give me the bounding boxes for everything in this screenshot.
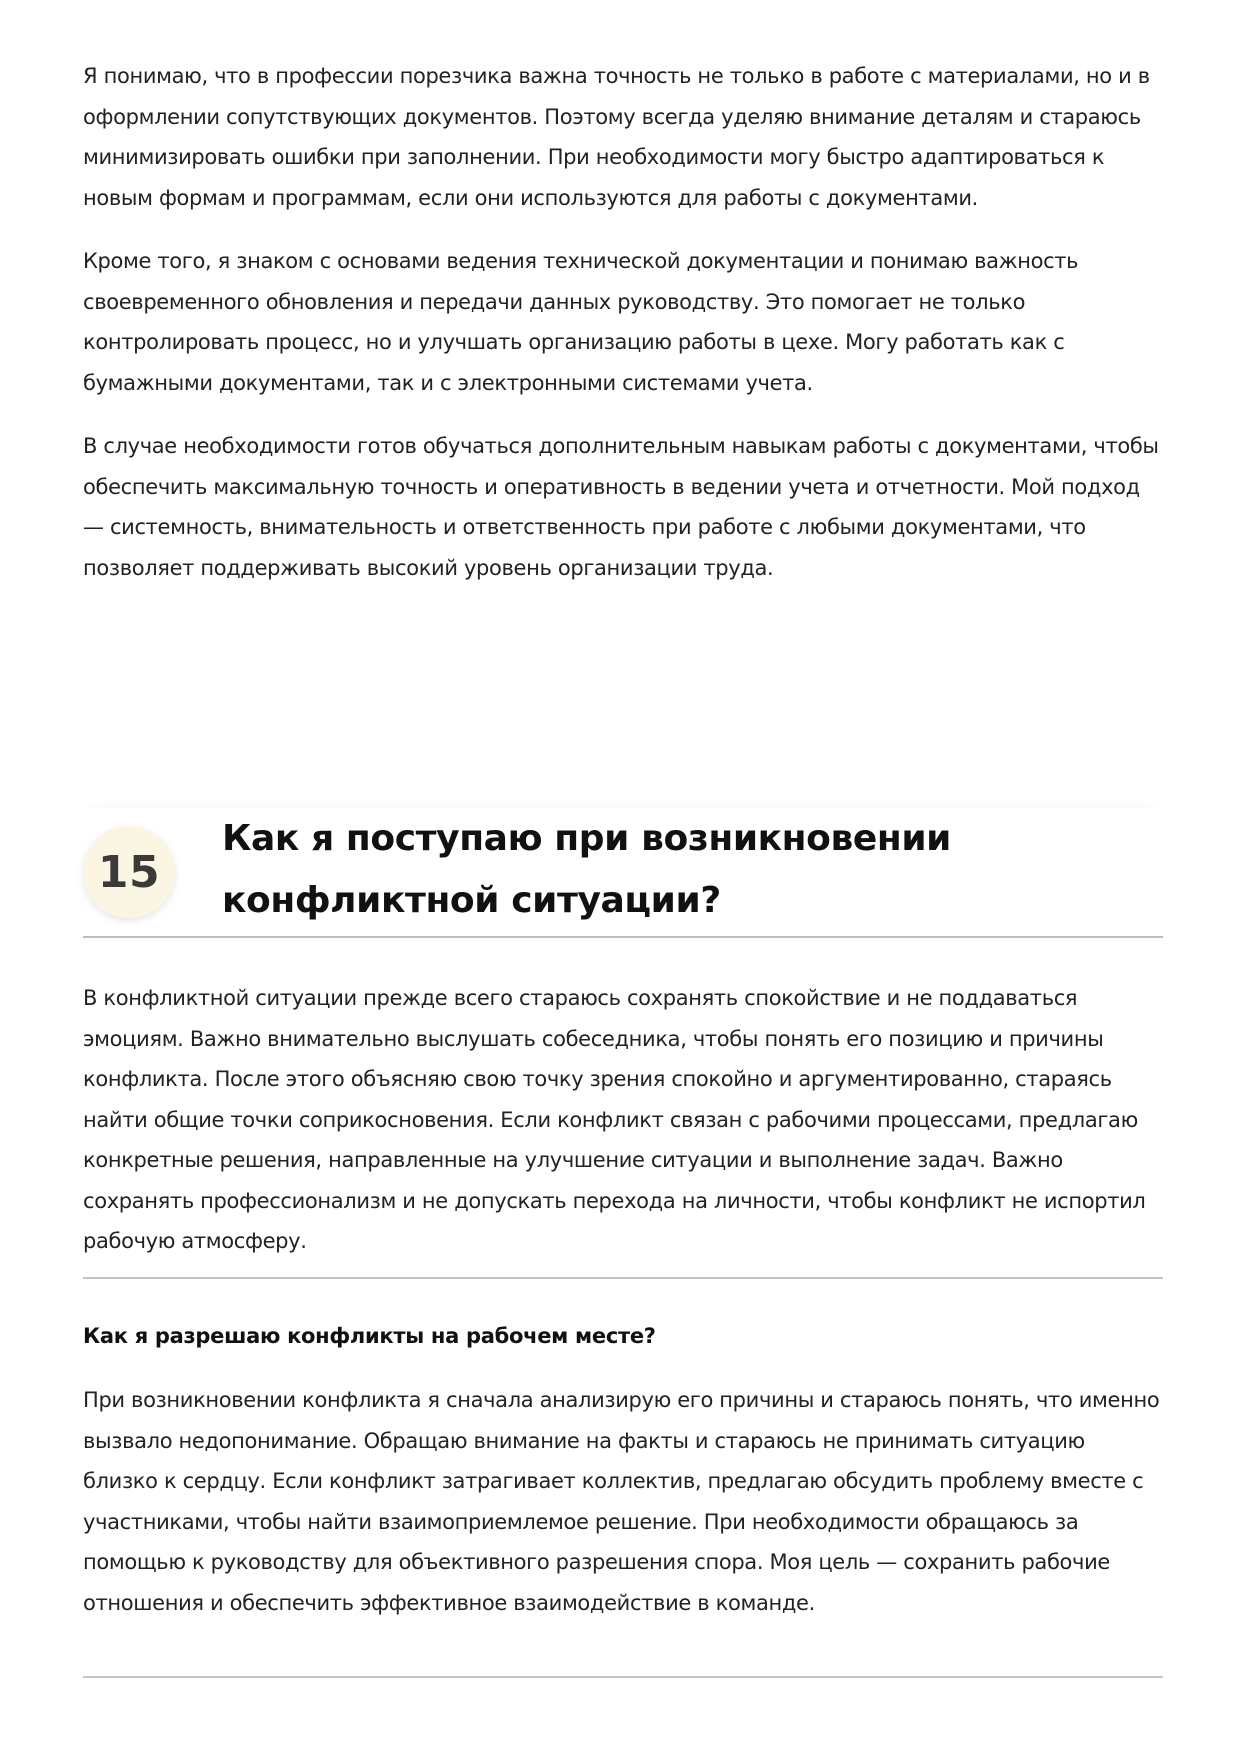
intro-paragraph-2: Кроме того, я знаком с основами ведения технической документации и понимаю важность своевременного обновления и передачи данных руководству. Это помогает не только контролировать процесс, но и улучшать организацию работы в цехе. Могу работать как с бумажными документами, так и с электронными системами учета. [83, 249, 1079, 395]
question-title: Как я поступаю при возникновении конфликтной ситуации? [222, 818, 951, 921]
sub-question-title: Как я разрешаю конфликты на рабочем месте? [83, 1324, 656, 1348]
sub-answer-divider [83, 1676, 1163, 1678]
intro-section [83, 56, 1163, 611]
sub-question-answer [83, 1380, 1163, 1646]
question-answer [83, 978, 1163, 1285]
intro-paragraph-1: Я понимаю, что в профессии порезчика важна точность не только в работе с материалами, но и в оформлении сопутствующих документов. Поэтому всегда уделяю внимание деталям и стараюсь минимизировать ошибки при заполнении. При необходимости могу быстро адаптироваться к новым формам и программам, если они используются для работы с документами. [83, 64, 1150, 210]
answer-paragraph: В конфликтной ситуации прежде всего стараюсь сохранять спокойствие и не поддаваться эмоциям. Важно внимательно выслушать собеседника, чтобы понять его позицию и причины конфликта. После этого объясняю свою точку зрения спокойно и аргументированно, стараясь найти общие точки соприкосновения. Если конфликт связан с рабочими процессами, предлагаю конкретные решения, направленные на улучшение ситуации и выполнение задач. Важно сохранять профессионализм и не допускать перехода на личности, чтобы конфликт не испортил рабочую атмосферу. [83, 986, 1146, 1253]
question-header [83, 808, 1163, 938]
question-number-badge: 15 [83, 826, 175, 918]
answer-divider [83, 1277, 1163, 1279]
sub-answer-paragraph: При возникновении конфликта я сначала анализирую его причины и стараюсь понять, что именно вызвало недопонимание. Обращаю внимание на факты и стараюсь не принимать ситуацию близко к сердцу. Если конфликт затрагивает коллектив, предлагаю обсудить проблему вместе с участниками, чтобы найти взаимоприемлемое решение. При необходимости обращаюсь за помощью к руководству для объективного разрешения спора. Моя цель — сохранить рабочие отношения и обеспечить эффективное взаимодействие в команде. [83, 1388, 1160, 1615]
intro-paragraph-3: В случае необходимости готов обучаться дополнительным навыкам работы с документами, чтобы обеспечить максимальную точность и оперативность в ведении учета и отчетности. Мой подход — системность, внимательность и ответственность при работе с любыми документами, что позволяет поддерживать высокий уровень организации труда. [83, 434, 1159, 580]
